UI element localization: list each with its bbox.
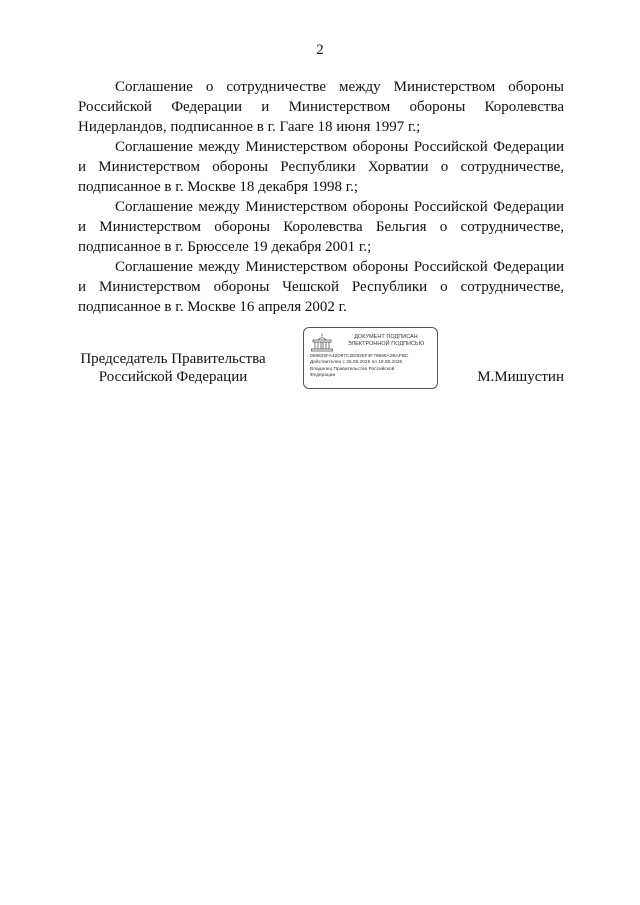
signer-title: [78, 350, 268, 386]
stamp-owner-line2: Федерации: [310, 372, 336, 378]
stamp-certificate: 009825FA42D97C2E0DEF4F79966A2BAFBC: [310, 354, 409, 359]
paragraph-belgium-agreement: Соглашение между Министерством обороны Российской Федерации и Министерством обороны Королевства Бельгия о сотрудничестве, подписанное в г. Брюсселе 19 декабря 2001 г.;: [78, 199, 564, 255]
paragraph-croatia-agreement: Соглашение между Министерством обороны Российской Федерации и Министерством обороны Республики Хорватии о сотрудничестве, подписанное в г. Москве 18 декабря 1998 г.;: [78, 139, 564, 195]
document-body: [78, 77, 564, 317]
stamp-title-line2: ЭЛЕКТРОННОЙ ПОДПИСЬЮ: [347, 341, 425, 347]
signer-title-line2: Российской Федерации: [98, 369, 248, 385]
stamp-validity: Действителен с 26.05.2025 по 19.08.2026: [310, 360, 403, 366]
page-number: 2: [316, 42, 324, 58]
paragraph-czech-agreement: Соглашение между Министерством обороны Российской Федерации и Министерством обороны Чешской Республики о сотрудничестве, подписанное в г. Москве 16 апреля 2002 г.: [78, 259, 564, 315]
government-building-icon: [310, 333, 334, 352]
signer-name: М.Мишустин: [477, 369, 564, 385]
paragraph-netherlands-agreement: Соглашение о сотрудничестве между Министерством обороны Российской Федерации и Министерством обороны Королевства Нидерландов, подписанное в г. Гааге 18 июня 1997 г.;: [78, 79, 564, 135]
stamp-title: [338, 334, 434, 348]
stamp-details: [310, 354, 436, 379]
signer-title-line1: Председатель Правительства: [80, 351, 266, 367]
electronic-signature-stamp: [303, 327, 438, 389]
stamp-owner-line1: Владелец Правительство Российской: [310, 366, 395, 372]
stamp-title-line1: ДОКУМЕНТ ПОДПИСАН: [354, 334, 418, 340]
